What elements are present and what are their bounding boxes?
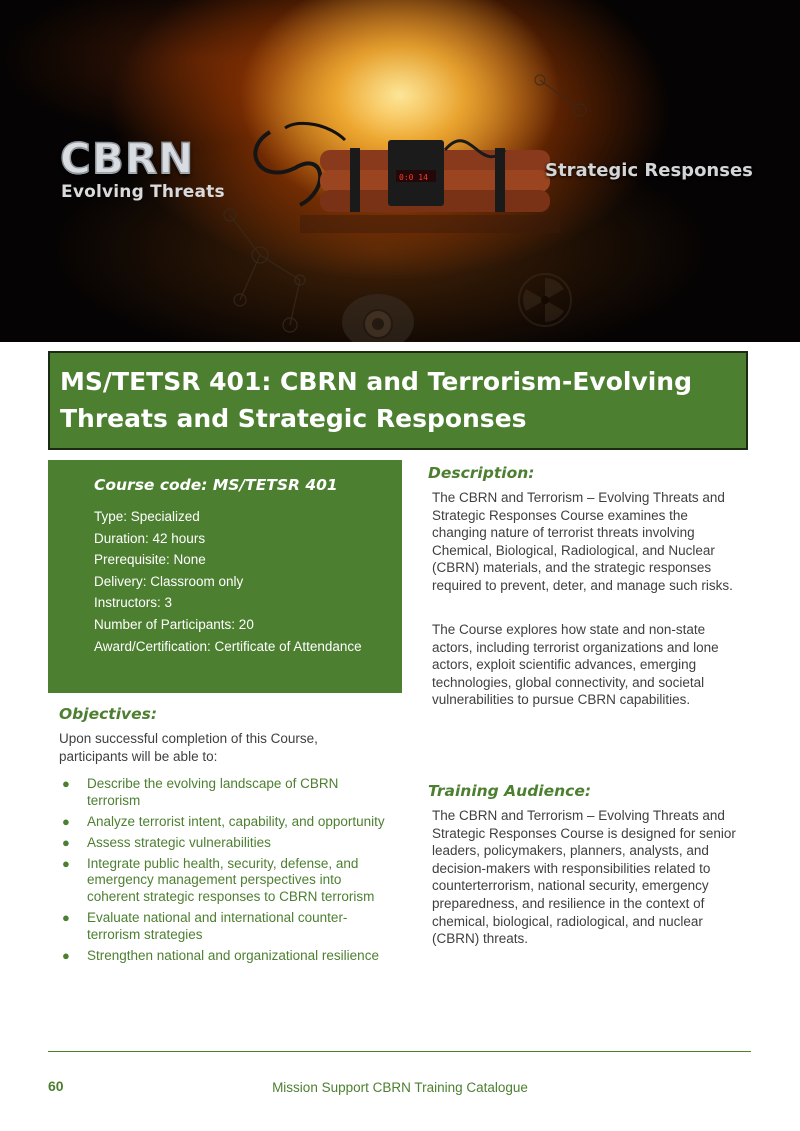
course-instructors: Instructors: 3 <box>94 595 173 611</box>
course-title-box <box>48 351 748 450</box>
bullet-icon: ● <box>62 834 70 850</box>
hero-banner <box>0 0 800 342</box>
objective-text: Evaluate national and international counter-terrorism strategies <box>87 910 348 942</box>
gas-mask-graphic <box>342 294 414 342</box>
list-item <box>59 814 389 831</box>
hero-tagline: Strategic Responses <box>545 160 753 181</box>
description-paragraph-2: The Course explores how state and non-state actors, including terrorist organizations and lone actors, exploit scientific advances, emerging technologies, global connectivity, and societal vulnerabilities to pursue CBRN capabilities. <box>432 622 719 708</box>
course-duration: Duration: 42 hours <box>94 530 206 546</box>
bullet-icon: ● <box>62 910 70 926</box>
description-paragraph-1: The CBRN and Terrorism – Evolving Threats and Strategic Responses Course examines the changing nature of terrorist threats involving Chemical, Biological, Radiological, and Nuclear (CBRN) materials, and the strategic responses required to prevent, deter, and manage such risks. <box>432 490 733 593</box>
objectives-intro: Upon successful completion of this Course, participants will be able to: <box>59 731 318 764</box>
logo-subtitle: Evolving Threats <box>61 182 225 202</box>
bullet-icon: ● <box>62 855 70 871</box>
footer-divider <box>48 1051 751 1052</box>
objective-text: Integrate public health, security, defense, and emergency management perspectives into coherent strategic responses to CBRN terrorism <box>87 855 375 905</box>
objectives-list <box>59 776 389 969</box>
training-audience-text: The CBRN and Terrorism – Evolving Threats and Strategic Responses Course is designed for senior leaders, policymakers, planners, analysts, and decision-makers with responsibilities related to counterterrorism, national security, emergency preparedness, and resilience in the context of chemical, biological, radiological, and nuclear (CBRN) threats. <box>432 808 736 947</box>
course-type: Type: Specialized <box>94 509 200 524</box>
list-item <box>59 948 389 965</box>
objective-text: Analyze terrorist intent, capability, and opportunity <box>87 813 385 829</box>
objective-text: Describe the evolving landscape of CBRN terrorism <box>87 776 339 808</box>
timer-display: 0:0 14 <box>399 173 428 182</box>
list-item <box>59 835 389 852</box>
bullet-icon: ● <box>62 776 70 791</box>
course-code-heading: Course code: MS/TETSR 401 <box>94 476 338 494</box>
list-item <box>59 776 389 809</box>
course-delivery: Delivery: Classroom only <box>94 573 244 589</box>
training-audience-heading: Training Audience: <box>428 782 592 800</box>
course-title: MS/TETSR 401: CBRN and Terrorism-Evolving Threats and Strategic Responses <box>60 367 692 433</box>
course-participants: Number of Participants: 20 <box>94 616 254 632</box>
bullet-icon: ● <box>62 947 70 963</box>
page-number: 60 <box>48 1078 64 1094</box>
course-award: Award/Certification: Certificate of Attendance <box>94 638 362 654</box>
list-item <box>59 910 389 943</box>
footer-title: Mission Support CBRN Training Catalogue <box>272 1080 528 1095</box>
radiation-symbol-graphic <box>519 274 571 326</box>
objective-text: Strengthen national and organizational resilience <box>87 947 379 963</box>
course-prerequisite: Prerequisite: None <box>94 552 206 568</box>
objectives-heading: Objectives: <box>59 705 158 723</box>
cbrn-logo: CBRN <box>60 134 195 183</box>
bullet-icon: ● <box>62 813 70 829</box>
dynamite-bundle-graphic <box>255 123 550 212</box>
objective-text: Assess strategic vulnerabilities <box>87 834 271 850</box>
list-item <box>59 856 389 906</box>
description-heading: Description: <box>428 464 535 482</box>
course-info-box <box>48 460 402 693</box>
course-info-list <box>94 508 384 659</box>
